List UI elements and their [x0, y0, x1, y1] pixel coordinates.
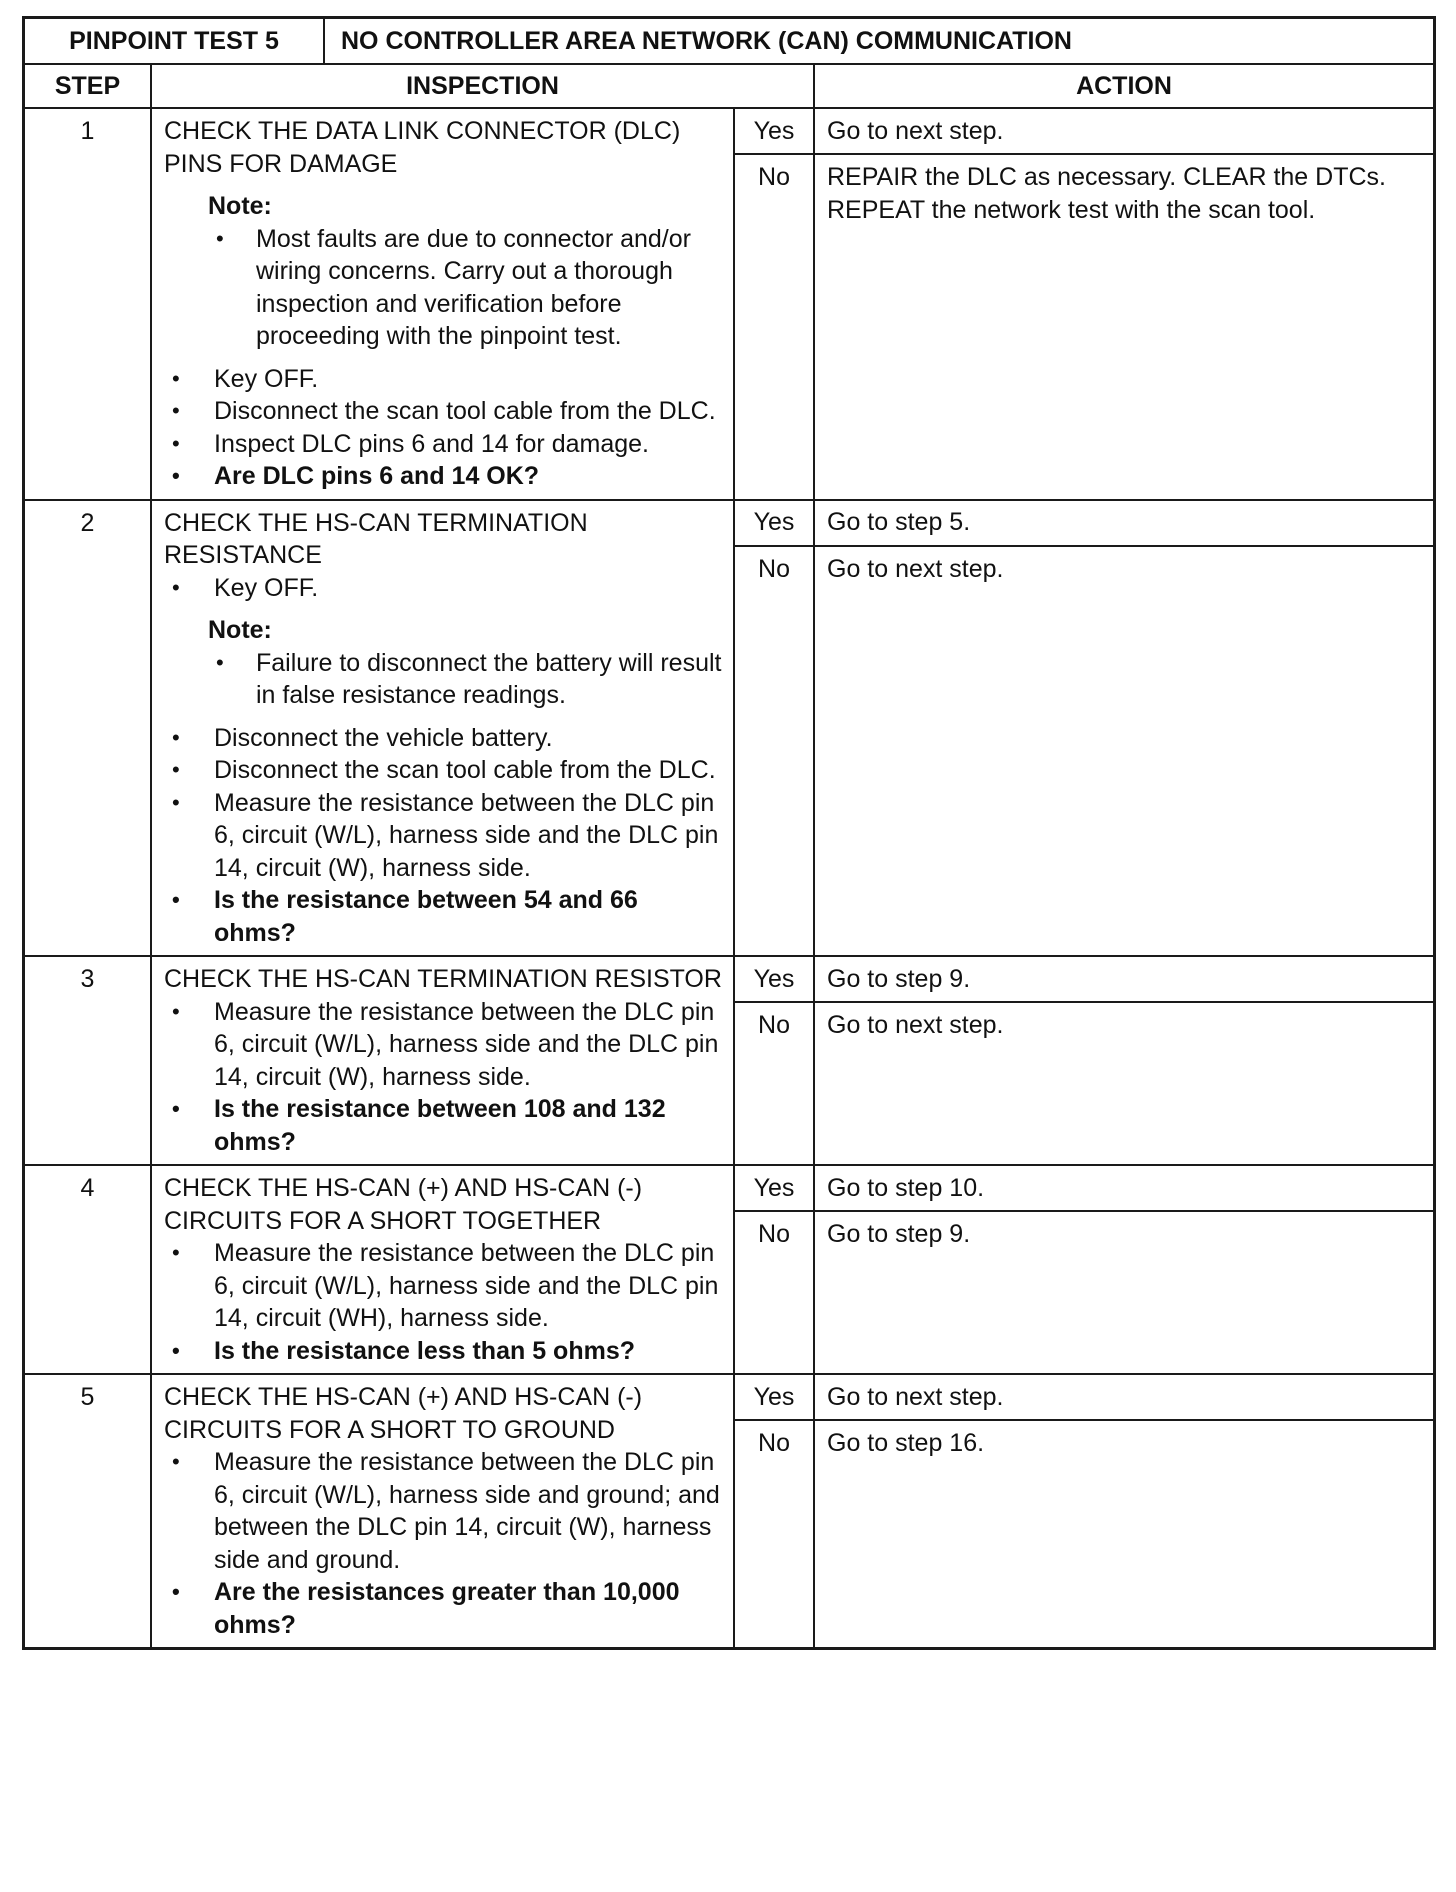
yes-no-cell	[735, 957, 815, 1164]
inspection-cell	[152, 957, 735, 1164]
step-row	[25, 957, 1433, 1166]
yes-label: Yes	[735, 957, 813, 1003]
inspection-question: • Is the resistance between 108 and 132 ohms?	[164, 1093, 723, 1158]
step-row	[25, 501, 1433, 958]
action-cell	[815, 957, 1433, 1164]
step-number: 5	[25, 1375, 152, 1647]
yes-label: Yes	[735, 109, 813, 155]
step-heading: CHECK THE HS-CAN TERMINATION RESISTOR	[164, 965, 722, 993]
title-row	[25, 19, 1433, 65]
yes-no-cell	[735, 1375, 815, 1647]
column-header-row	[25, 65, 1433, 109]
inspection-bullet: • Measure the resistance between the DLC pin 6, circuit (W/L), harness side and the DLC pin 14, circuit (W), harness side.	[164, 787, 723, 885]
step-row	[25, 109, 1433, 501]
action-cell	[815, 1166, 1433, 1373]
no-action: Go to next step.	[827, 554, 1004, 583]
inspection-bullet: • Disconnect the scan tool cable from the DLC.	[164, 395, 723, 428]
note-item: • Failure to disconnect the battery will result in false resistance readings.	[208, 647, 723, 712]
yes-action: Go to next step.	[815, 109, 1433, 155]
no-label: No	[758, 1011, 790, 1039]
action-cell	[815, 109, 1433, 499]
step-row	[25, 1166, 1433, 1375]
inspection-bullet: • Measure the resistance between the DLC pin 6, circuit (W/L), harness side and ground; and between the DLC pin 14, circuit (W), harness side and ground.	[164, 1446, 723, 1576]
no-action: Go to step 16.	[827, 1429, 985, 1457]
step-number: 4	[25, 1166, 152, 1373]
inspection-cell	[152, 1166, 735, 1373]
inspection-bullet: • Inspect DLC pins 6 and 14 for damage.	[164, 428, 723, 461]
inspection-bullet: • Measure the resistance between the DLC pin 6, circuit (W/L), harness side and the DLC pin 14, circuit (W), harness side.	[164, 996, 723, 1094]
step-number: 1	[25, 109, 152, 499]
no-label: No	[758, 554, 790, 583]
note-title: Note:	[208, 192, 272, 220]
inspection-question: • Are the resistances greater than 10,000 ohms?	[164, 1576, 723, 1641]
yes-no-cell	[735, 501, 815, 956]
no-action: Go to next step.	[827, 1011, 1004, 1039]
note-item: • Most faults are due to connector and/or wiring concerns. Carry out a thorough inspection and verification before proceeding with the pinpoint test.	[208, 223, 723, 353]
inspection-bullet: • Key OFF.	[164, 363, 723, 396]
pinpoint-test-table	[22, 16, 1436, 1650]
inspection-column-header: INSPECTION	[152, 65, 815, 107]
yes-label: Yes	[735, 1166, 813, 1212]
inspection-question: • Are DLC pins 6 and 14 OK?	[164, 460, 723, 493]
no-action: Go to step 9.	[827, 1220, 971, 1248]
test-label: PINPOINT TEST 5	[25, 19, 325, 63]
step-number: 3	[25, 957, 152, 1164]
test-name: NO CONTROLLER AREA NETWORK (CAN) COMMUNICATION	[341, 26, 1072, 55]
yes-action: Go to step 9.	[815, 957, 1433, 1003]
no-label: No	[758, 163, 790, 191]
step-heading: CHECK THE DATA LINK CONNECTOR (DLC) PINS FOR DAMAGE	[164, 117, 681, 178]
yes-no-cell	[735, 1166, 815, 1373]
step-heading: CHECK THE HS-CAN TERMINATION RESISTANCE	[164, 508, 588, 569]
inspection-bullet: • Key OFF.	[164, 572, 723, 605]
inspection-bullet: • Disconnect the scan tool cable from the DLC.	[164, 754, 723, 787]
yes-label: Yes	[735, 501, 813, 547]
note-block	[208, 190, 723, 353]
note-block	[208, 614, 723, 712]
yes-label: Yes	[735, 1375, 813, 1421]
inspection-question: • Is the resistance between 54 and 66 ohms?	[164, 884, 723, 949]
step-heading: CHECK THE HS-CAN (+) AND HS-CAN (-) CIRCUITS FOR A SHORT TO GROUND	[164, 1383, 643, 1444]
yes-action: Go to next step.	[815, 1375, 1433, 1421]
no-label: No	[758, 1220, 790, 1248]
yes-action: Go to step 10.	[815, 1166, 1433, 1212]
action-cell	[815, 501, 1433, 956]
inspection-cell	[152, 109, 735, 499]
yes-action: Go to step 5.	[815, 501, 1433, 547]
step-number: 2	[25, 501, 152, 956]
note-title: Note:	[208, 616, 272, 644]
inspection-cell	[152, 1375, 735, 1647]
step-row	[25, 1375, 1433, 1647]
inspection-question: • Is the resistance less than 5 ohms?	[164, 1335, 723, 1368]
inspection-cell	[152, 501, 735, 956]
step-heading: CHECK THE HS-CAN (+) AND HS-CAN (-) CIRCUITS FOR A SHORT TOGETHER	[164, 1174, 643, 1235]
yes-no-cell	[735, 109, 815, 499]
inspection-bullet: • Measure the resistance between the DLC pin 6, circuit (W/L), harness side and the DLC pin 14, circuit (WH), harness side.	[164, 1237, 723, 1335]
no-action: REPAIR the DLC as necessary. CLEAR the DTCs. REPEAT the network test with the scan tool.	[827, 163, 1386, 224]
action-cell	[815, 1375, 1433, 1647]
step-column-header: STEP	[25, 65, 152, 107]
action-column-header: ACTION	[1076, 71, 1172, 100]
inspection-bullet: • Disconnect the vehicle battery.	[164, 722, 723, 755]
no-label: No	[758, 1429, 790, 1457]
